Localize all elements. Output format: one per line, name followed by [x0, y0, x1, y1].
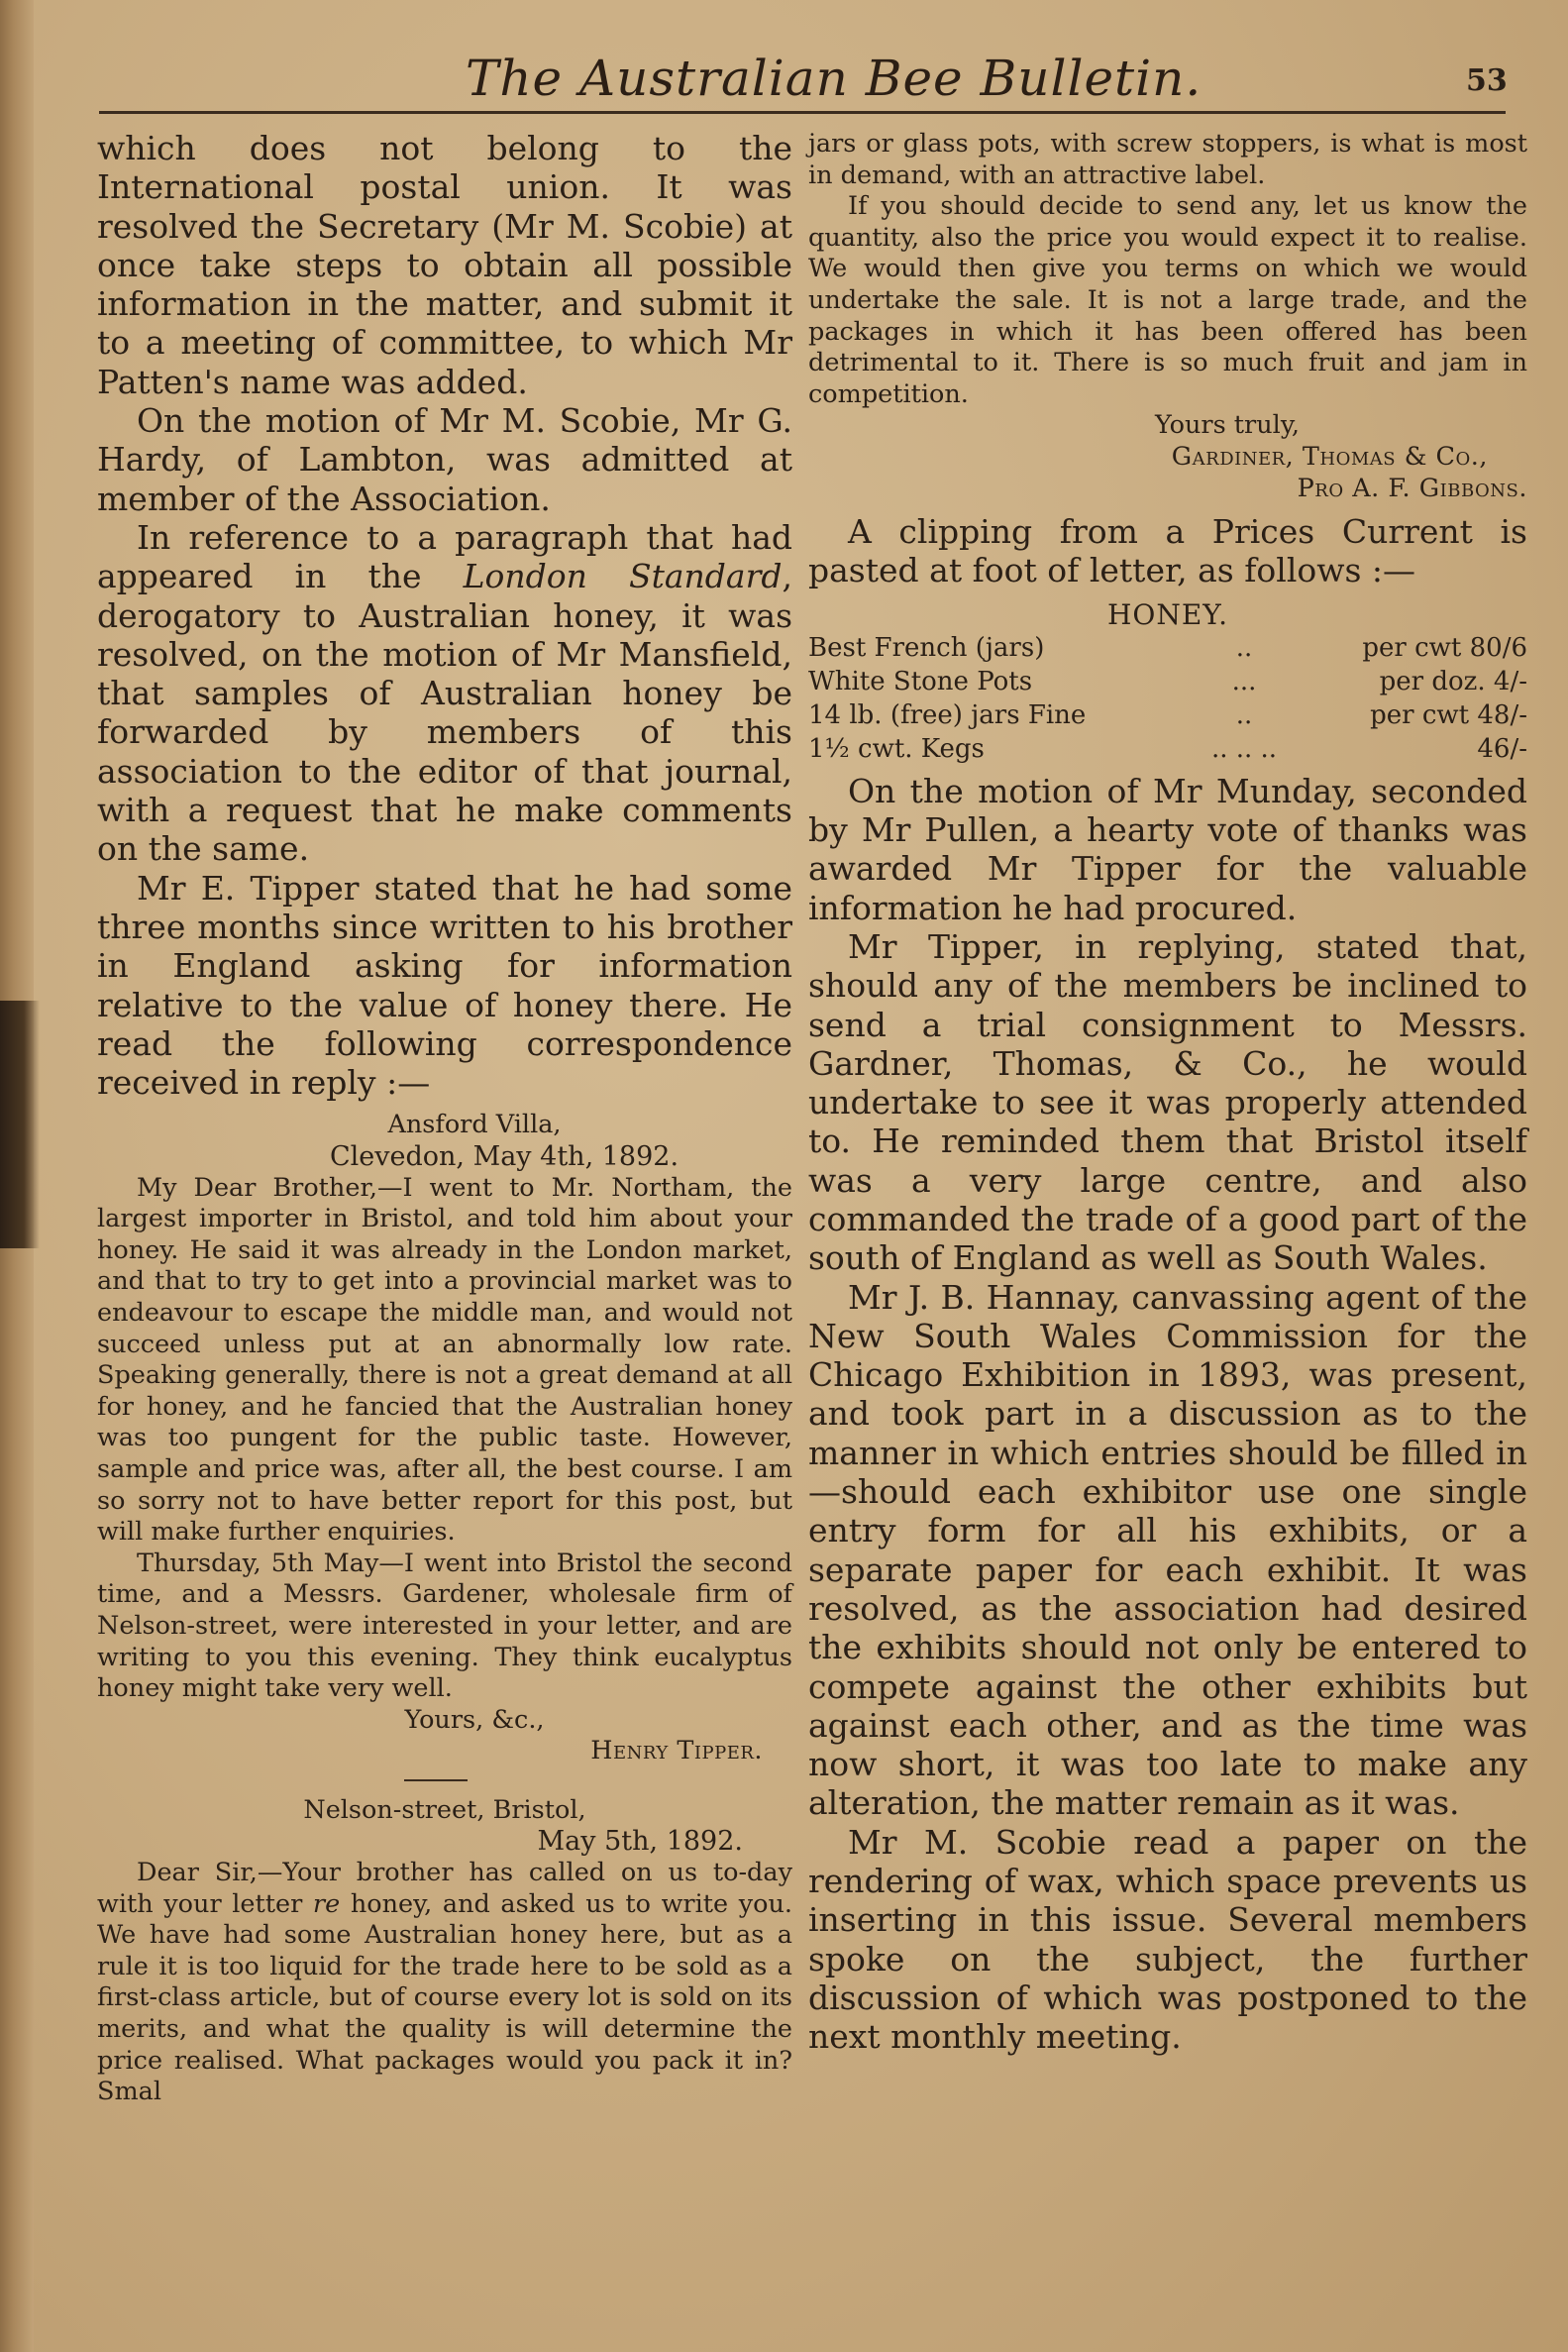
- letter1-body-continued: Thursday, 5th May—I went into Bristol the second time, and a Messrs. Gardener, wholesale firm of Nelson-street, were interested in your letter, and are writing to you this evening. They think eucalyptus honey might take very well.: [97, 1548, 792, 1704]
- text-segment: In reference to a paragraph that had appeared in the: [97, 517, 792, 596]
- price-item: 14 lb. (free) jars Fine: [808, 699, 1087, 730]
- price-row: [808, 665, 1527, 698]
- text-segment: , derogatory to Australian honey, it was resolved, on the motion of Mr Mansfield, that samples of Australian honey be forwarded by members of this association to the editor of that journal, with a request that he make comments on the same.: [97, 557, 792, 869]
- paragraph-wax-rendering: Mr M. Scobie read a paper on the rendering of wax, which space prevents us inserting in this issue. Several members spoke on the subject, the further discussion of which was postponed to the next monthly meeting.: [808, 1822, 1527, 2057]
- letter2-signature-name: Pro A. F. Gibbons.: [1297, 473, 1527, 503]
- letter2-body-continued: jars or glass pots, with screw stoppers, is what is most in demand, with an attractive label.: [808, 129, 1527, 190]
- price-rate: 46/-: [1477, 733, 1527, 764]
- paragraph-postal-union: which does not belong to the International postal union. It was resolved the Secretary (Mr M. Scobie) at once take steps to obtain all possible information in the matter, and submit it to a meeting of committee, to which Mr Patten's name was added.: [97, 129, 792, 401]
- paragraph-tipper-reply: Mr Tipper, in replying, stated that, should any of the members be inclined to send a trial consignment to Messrs. Gardner, Thomas, & Co., he would undertake to see it was properly attended to. He reminded them that Bristol itself was a very large centre, and also commanded the trade of a good part of the south of England as well as South Wales.: [808, 926, 1527, 1278]
- letter1-signature: Henry Tipper.: [590, 1736, 763, 1766]
- price-row: [808, 631, 1527, 665]
- paragraph-clipping-intro: A clipping from a Prices Current is pasted at foot of letter, as follows :—: [808, 512, 1527, 590]
- letter2-closing: Yours truly,: [1155, 410, 1300, 441]
- newspaper-title: London Standard: [463, 557, 783, 596]
- letter1-address-line2: Clevedon, May 4th, 1892.: [329, 1141, 679, 1173]
- letter1-address-line1: Ansford Villa,: [387, 1110, 562, 1140]
- price-leader: .. .. ..: [1210, 733, 1278, 764]
- price-rate: per doz. 4/-: [1379, 666, 1527, 696]
- price-item: 1½ cwt. Kegs: [808, 733, 985, 764]
- header-rule: [99, 111, 1506, 114]
- paragraph-hannay-exhibition: Mr J. B. Hannay, canvassing agent of the New South Wales Commission for the Chicago Exhibition in 1893, was present, and took part in a discussion as to the manner in which entries should be filled in—should each exhibitor use one single entry form for all his exhibits, or a separate paper for each exhibit. It was resolved, as the association had desired the exhibits should not only be entered to compete against the other exhibits but against each other, and as the time was now short, it was too late to make any alteration, the matter remain as it was.: [808, 1277, 1527, 1823]
- price-item: Best French (jars): [808, 632, 1045, 663]
- letter2-address-line1: Nelson-street, Bristol,: [303, 1794, 586, 1825]
- letter2-body: [97, 1858, 792, 2108]
- letter1-body: My Dear Brother,—I went to Mr. Northam, the largest importer in Bristol, and told him about your honey. He said it was already in the London market, and that to try to get into a provincial market was to endeavour to escape the middle man, and would not succeed unless put at an abnormally low rate. Speaking generally, there is not a great demand at all for honey, and he fancied that the Australian honey was too pungent for the public taste. However, sample and price was, after all, the best course. I am so sorry not to have better report for this post, but will make further enquiries.: [97, 1172, 792, 1548]
- price-list-title: HONEY.: [1106, 597, 1229, 631]
- price-leader: ..: [1235, 699, 1253, 730]
- paragraph-vote-of-thanks: On the motion of Mr Munday, seconded by Mr Pullen, a hearty vote of thanks was awarded Mr Tipper for the valuable information he had procured.: [808, 771, 1527, 927]
- letter1-closing: Yours, &c.,: [404, 1704, 545, 1735]
- price-row: [808, 732, 1527, 766]
- torn-margin: [0, 1001, 40, 1248]
- letter2-address-line2: May 5th, 1892.: [537, 1826, 743, 1858]
- letter2-signature-firm: Gardiner, Thomas & Co.,: [1171, 441, 1488, 472]
- page-number: 53: [1466, 63, 1508, 98]
- running-title: The Australian Bee Bulletin.: [466, 50, 1202, 107]
- price-item: White Stone Pots: [808, 666, 1033, 696]
- letter-divider: [404, 1779, 468, 1781]
- price-leader: ..: [1235, 632, 1253, 663]
- text-segment: honey, and asked us to write you. We have had some Australian honey here, but as a rule it is too liquid for the trade here to be sold as a first-class article, but of course every lot is sold on its merits, and what the quality is will determine the price realised. What packages would you pack it in? Smal: [97, 1888, 792, 2107]
- price-row: [808, 698, 1527, 732]
- left-column: [97, 129, 792, 2108]
- price-rate: per cwt 80/6: [1362, 632, 1527, 663]
- paragraph-tipper-correspondence: Mr E. Tipper stated that he had some three months since written to his brother in England asking for information relative to the value of honey there. He read the following correspondence received in reply :—: [97, 868, 792, 1103]
- letter2-body-terms: If you should decide to send any, let us know the quantity, also the price you would expect it to realise. We would then give you terms on which we would undertake the sale. It is not a large trade, and the packages in which it has been offered has been detrimental to it. There is so much fruit and jam in competition.: [808, 191, 1527, 409]
- text-segment: Dear Sir,—Your brother has called on us to-day with your letter: [97, 1858, 792, 1919]
- right-column: [808, 129, 1527, 2057]
- price-rate: per cwt 48/-: [1370, 699, 1527, 730]
- text-italic-re: re: [312, 1888, 341, 1919]
- price-leader: ...: [1231, 666, 1257, 696]
- paragraph-hardy-admitted: On the motion of Mr M. Scobie, Mr G. Hardy, of Lambton, was admitted at member of the Association.: [97, 401, 792, 518]
- paragraph-london-standard: [97, 518, 792, 869]
- price-list: [808, 598, 1527, 766]
